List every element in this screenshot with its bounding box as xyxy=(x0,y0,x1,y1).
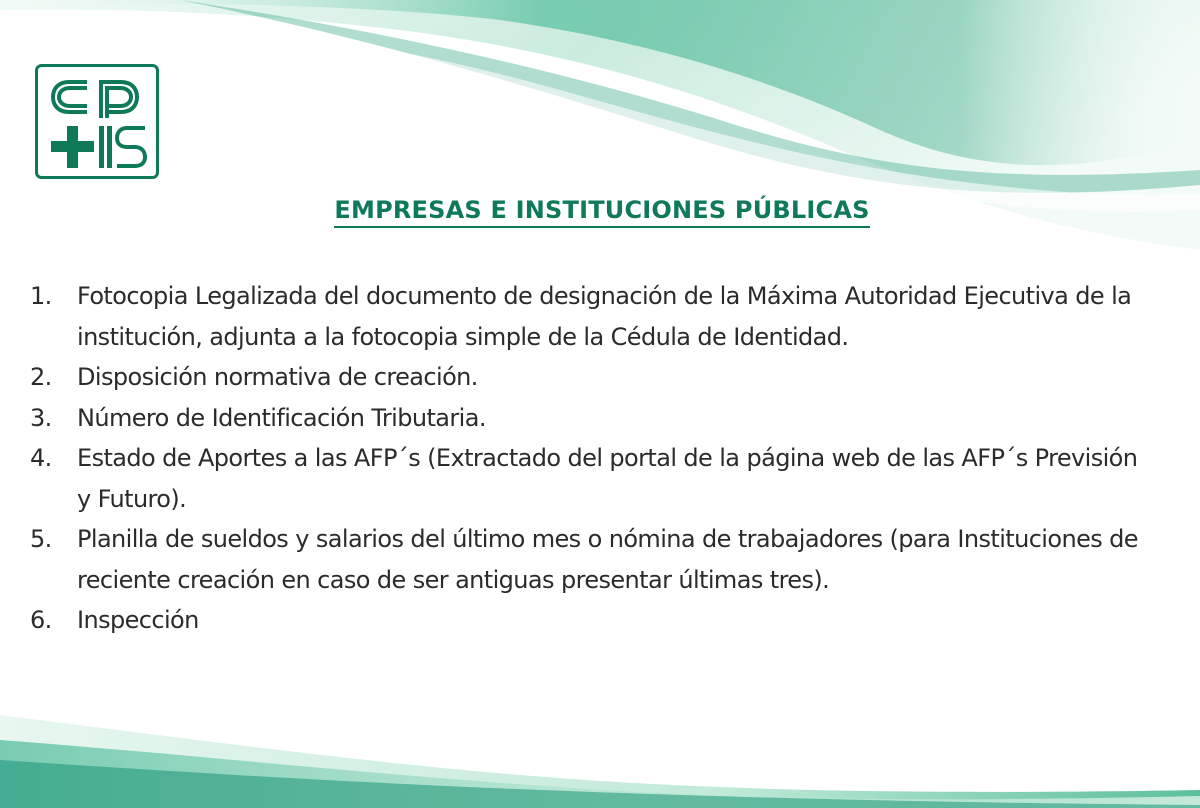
list-item xyxy=(30,357,1150,398)
list-item-number: 5. xyxy=(30,525,52,553)
list-item-text: Número de Identificación Tributaria. xyxy=(77,403,486,432)
page-title xyxy=(0,192,1200,228)
page-title-text: EMPRESAS E INSTITUCIONES PÚBLICAS xyxy=(334,194,869,228)
list-item xyxy=(30,438,1150,519)
list-item xyxy=(30,519,1150,600)
list-item-number: 4. xyxy=(30,444,52,472)
list-item-text: Inspección xyxy=(77,606,199,634)
list-item-number: 2. xyxy=(30,363,52,391)
list-item-number: 3. xyxy=(30,403,52,432)
cps-logo-icon xyxy=(35,64,159,179)
list-item-text: Estado de Aportes a las AFP´s (Extractado del portal de la página web de las AFP´s Previsión y Futuro). xyxy=(77,444,1138,513)
list-item-text: Disposición normativa de creación. xyxy=(77,363,478,391)
list-item xyxy=(30,600,1150,641)
list-item-number: 1. xyxy=(30,282,52,310)
requirements-list xyxy=(30,276,1150,641)
list-item-text: Fotocopia Legalizada del documento de designación de la Máxima Autoridad Ejecutiva de la institución, adjunta a la fotocopia simple de la Cédula de Identidad. xyxy=(77,282,1132,351)
list-item xyxy=(30,398,1150,439)
list-item-number: 6. xyxy=(30,606,52,634)
list-item xyxy=(30,276,1150,357)
list-item-text: Planilla de sueldos y salarios del último mes o nómina de trabajadores (para Instituciones de reciente creación en caso de ser antiguas presentar últimas tres). xyxy=(77,525,1138,594)
